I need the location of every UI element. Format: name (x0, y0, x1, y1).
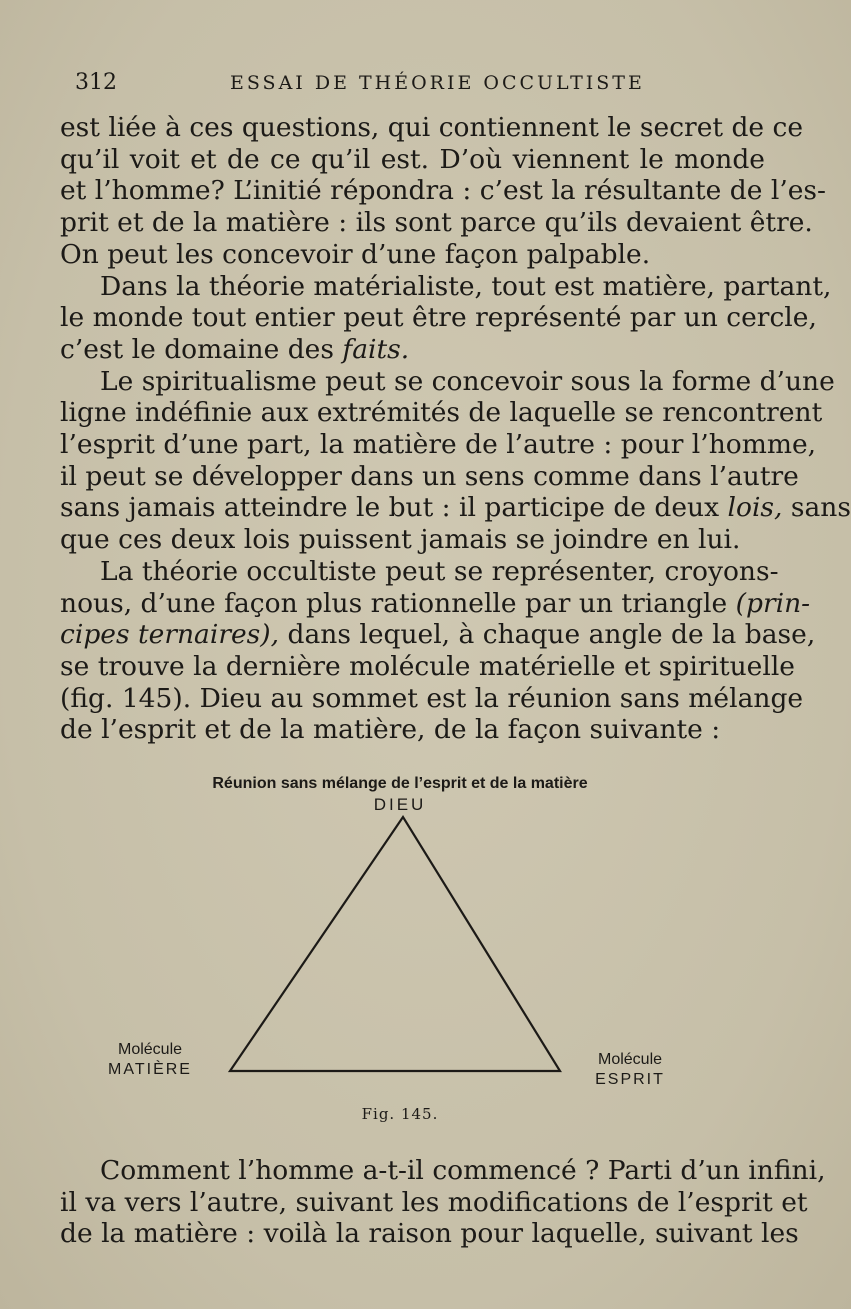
text-line (60, 334, 765, 366)
text-line: est liée à ces questions, qui contiennent le secret de ce (60, 112, 804, 143)
text-line (60, 587, 811, 620)
page-header (75, 70, 735, 100)
text-line: Dans la théorie matérialiste, tout est matière, partant, (100, 270, 832, 302)
text-line (60, 619, 816, 651)
text-fragment: sans (790, 492, 851, 524)
text-line: il peut se développer dans un sens comme dans l’autre (60, 460, 799, 492)
figure-number: Fig. 145. (361, 1105, 439, 1123)
italic-term-lois: lois, (727, 492, 783, 524)
text-line (60, 492, 851, 524)
text-line: (fig. 145). Dieu au sommet est la réunion sans mélange (60, 682, 804, 714)
text-line: de la matière : voilà la raison pour laquelle, suivant les (60, 1218, 799, 1250)
running-title: ESSAI DE THÉORIE OCCULTISTE (230, 72, 645, 94)
label-esprit-text: ESPRIT (595, 1071, 665, 1088)
italic-term-principes: (prin- (735, 587, 811, 619)
text-fragment: c’est le domaine des (60, 333, 334, 365)
text-line: et l’homme? L’initié répondra : c’est la résultante de l’es- (60, 175, 826, 207)
text-fragment: sans jamais atteindre le but : il participe de deux (60, 492, 720, 524)
label-matiere-text: MATIÈRE (108, 1061, 192, 1078)
text-fragment: dans lequel, à chaque angle de la base, (287, 619, 816, 651)
figure-caption-top: Réunion sans mélange de l’esprit et de la matière (212, 775, 588, 792)
text-line: Comment l’homme a-t-il commencé ? Parti d’un infini, (100, 1155, 826, 1186)
text-line: Le spiritualisme peut se concevoir sous la forme d’une (100, 365, 835, 397)
text-line: il va vers l’autre, suivant les modifications de l’esprit et (60, 1186, 808, 1218)
apex-label-dieu: DIEU (373, 795, 427, 814)
label-matiere (90, 1040, 210, 1080)
text-line: le monde tout entier peut être représenté par un cercle, (60, 302, 817, 334)
body-text-top (60, 112, 851, 746)
text-line: se trouve la dernière molécule matérielle et spirituelle (60, 650, 795, 682)
figure-triangle (90, 775, 710, 1135)
text-line: que ces deux lois puissent jamais se joindre en lui. (60, 524, 741, 556)
body-text-bottom (60, 1155, 826, 1250)
text-fragment: nous, d’une façon plus rationnelle par un triangle (60, 587, 728, 619)
text-line: ligne indéfinie aux extrémités de laquelle se rencontrent (60, 397, 823, 429)
text-line: prit et de la matière : ils sont parce qu’ils devaient être. (60, 207, 813, 239)
text-line: l’esprit d’une part, la matière de l’autre : pour l’homme, (60, 429, 817, 461)
text-line: qu’il voit et de ce qu’il est. D’où viennent le monde (60, 143, 765, 175)
triangle-shape (230, 817, 560, 1071)
label-molecule-right: Molécule (597, 1051, 663, 1068)
text-line: La théorie occultiste peut se représenter, croyons- (100, 555, 779, 587)
text-line: On peut les concevoir d’une façon palpable. (60, 238, 651, 270)
italic-term-faits: faits. (342, 333, 410, 365)
label-molecule-left: Molécule (117, 1041, 183, 1058)
italic-term-ternaires: cipes ternaires), (60, 619, 280, 651)
label-esprit (570, 1050, 690, 1090)
text-line: de l’esprit et de la matière, de la façon suivante : (60, 714, 721, 746)
page-number: 312 (75, 70, 117, 95)
